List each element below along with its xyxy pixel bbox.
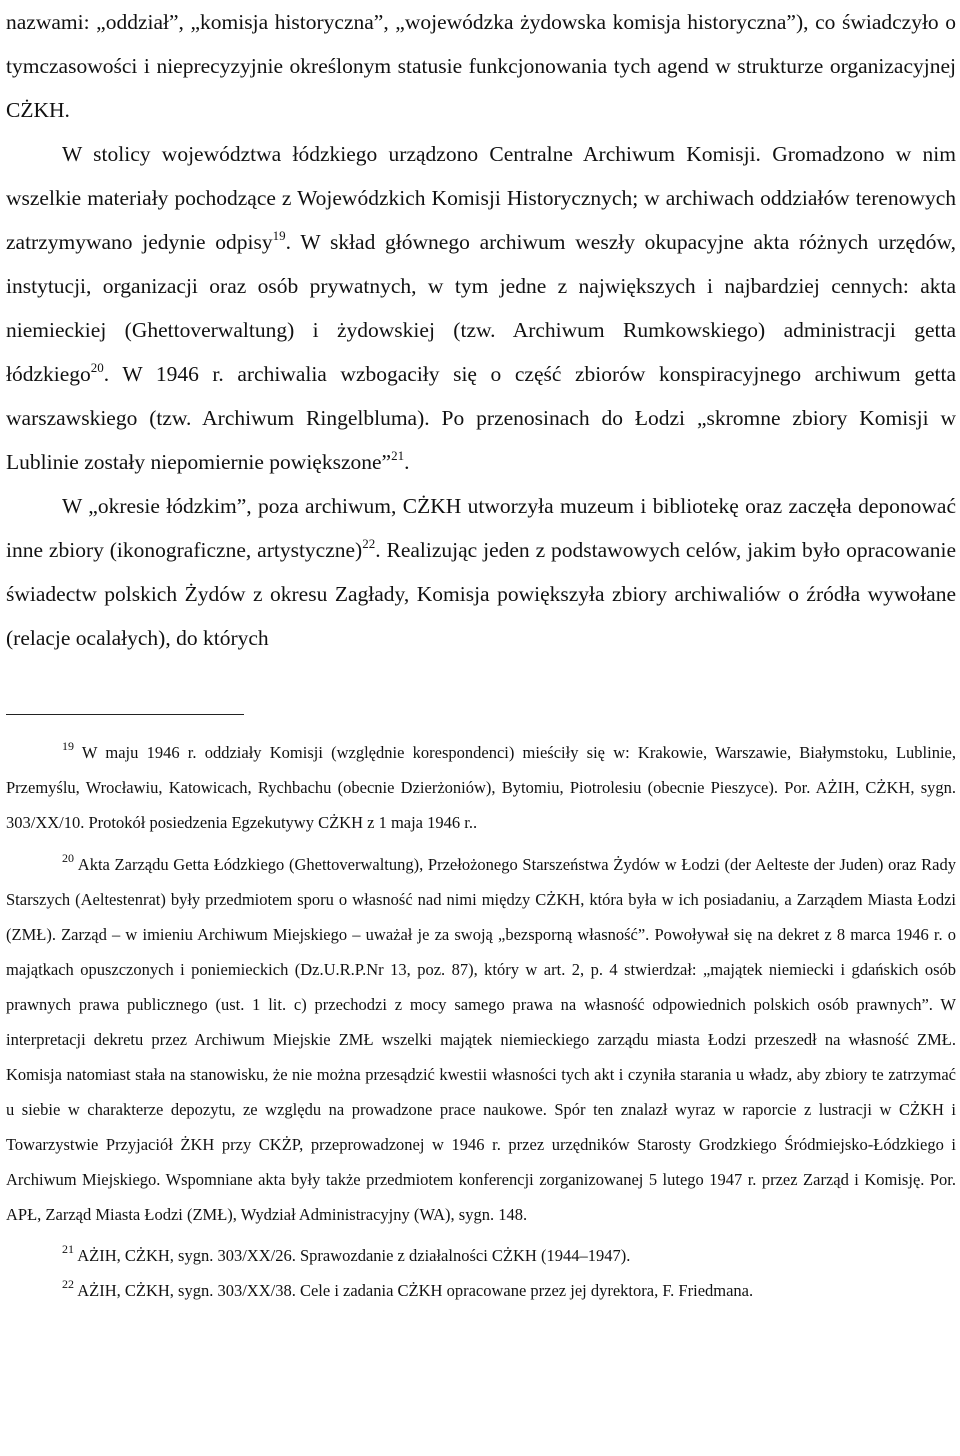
footnote-21 [6, 1238, 956, 1273]
footnote-text: AŻIH, CŻKH, sygn. 303/XX/38. Cele i zadania CŻKH opracowane przez jej dyrektora, F. Friedmana. [74, 1281, 754, 1300]
paragraph-3-text-a: W „okresie łódzkim”, poza archiwum, CŻKH utworzyła muzeum i bibliotekę oraz zaczęła deponować inne zbiory (ikonograficzne, artystyczne) [6, 494, 956, 562]
paragraph-3 [6, 484, 956, 660]
footnote-number: 22 [62, 1277, 74, 1291]
paragraph-2 [6, 132, 956, 484]
footnote-20 [6, 847, 956, 1232]
footnote-text: Akta Zarządu Getta Łódzkiego (Ghettoverwaltung), Przełożonego Starszeństwa Żydów w Łodzi (der Aelteste der Juden) oraz Rady Starszych (Aeltestenrat) były przedmiotem sporu o własność nad nimi między CŻKH, która była w ich posiadaniu, a Zarządem Miasta Łodzi (ZMŁ). Zarząd – w imieniu Archiwum Miejskiego – uważał je za swoją „bezsporną własność”. Powoływał się na dekret z 8 marca 1946 r. o majątkach opuszczonych i poniemieckich (Dz.U.R.P.Nr 13, poz. 87), który w art. 2, p. 4 stwierdzał: „majątek niemiecki i gdańskich osób prawnych prawa publicznego (ust. 1 lit. c) przechodzi z mocy samego prawa na własność odpowiednich polskich osób prawnych”. W interpretacji dekretu przez Archiwum Miejskie ZMŁ wszelki majątek niemieckiego zarządu miasta Łodzi przeszedł na własność ZMŁ. Komisja natomiast stała na stanowisku, że nie można przesądzić kwestii własności tych akt i czyniła starania u władz, aby zbiory te zatrzymać u siebie w charakterze depozytu, ze względu na prowadzone prace naukowe. Spór ten znalazł wyraz w raporcie z lustracji w CŻKH i Towarzystwie Przyjaciół ŻKH przy CKŻP, przeprowadzonej w 1946 r. przez urzędników Starosty Grodzkiego Śródmiejsko-Łódzkiego i Archiwum Miejskiego. Wspomniane akta były także przedmiotem konferencji zorganizowanej 5 lutego 1947 r. przez Zarząd i Komisję. Por. APŁ, Zarząd Miasta Łodzi (ZMŁ), Wydział Administracyjny (WA), sygn. 148. [6, 855, 956, 1224]
footnotes [6, 735, 956, 1308]
footnote-separator [6, 714, 244, 715]
footnote-ref-21[interactable]: 21 [391, 448, 405, 463]
paragraph-2-text-a: W stolicy województwa łódzkiego urządzono Centralne Archiwum Komisji. Gromadzono w nim wszelkie materiały pochodzące z Wojewódzkich Komisji Historycznych; w archiwach oddziałów terenowych zatrzymywano jedynie odpisy [6, 142, 956, 254]
footnote-ref-19[interactable]: 19 [272, 228, 286, 243]
footnote-number: 19 [62, 739, 74, 753]
paragraph-2-text-d: . [404, 450, 410, 474]
paragraph-3-text-b: . Realizując jeden z podstawowych celów, jakim było opracowanie świadectw polskich Żydów z okresu Zagłady, Komisja powiększyła zbiory archiwaliów o źródła wywołane (relacje ocalałych), do których [6, 538, 956, 650]
footnote-text: W maju 1946 r. oddziały Komisji (względnie korespondenci) mieściły się w: Krakowie, Warszawie, Białymstoku, Lublinie, Przemyślu, Wrocławiu, Katowicach, Rychbachu (obecnie Dzierżoniów), Bytomiu, Piotrolesiu (obecnie Pieszyce). Por. AŻIH, CŻKH, sygn. 303/XX/10. Protokół posiedzenia Egzekutywy CŻKH z 1 maja 1946 r.. [6, 743, 956, 832]
footnote-text: AŻIH, CŻKH, sygn. 303/XX/26. Sprawozdanie z działalności CŻKH (1944–1947). [74, 1246, 631, 1265]
main-text [6, 0, 956, 660]
paragraph-2-text-b: . W skład głównego archiwum weszły okupacyjne akta różnych urzędów, instytucji, organizacji oraz osób prywatnych, w tym jedne z największych i najbardziej cennych: akta niemieckiej (Ghettoverwaltung) i żydowskiej (tzw. Archiwum Rumkowskiego) administracji getta łódzkiego [6, 230, 956, 386]
paragraph-1-text: nazwami: „oddział”, „komisja historyczna”, „wojewódzka żydowska komisja historyczna”), co świadczyło o tymczasowości i nieprecyzyjnie określonym statusie funkcjonowania tych agend w strukturze organizacyjnej CŻKH. [6, 10, 956, 122]
footnote-number: 20 [62, 851, 74, 865]
footnote-ref-20[interactable]: 20 [90, 360, 104, 375]
footnote-19 [6, 735, 956, 840]
footnote-number: 21 [62, 1242, 74, 1256]
paragraph-2-text-c: . W 1946 r. archiwalia wzbogaciły się o część zbiorów konspiracyjnego archiwum getta warszawskiego (tzw. Archiwum Ringelbluma). Po przenosinach do Łodzi „skromne zbiory Komisji w Lublinie zostały niepomiernie powiększone” [6, 362, 956, 474]
footnote-22 [6, 1273, 956, 1308]
paragraph-1 [6, 0, 956, 132]
footnote-ref-22[interactable]: 22 [362, 536, 376, 551]
